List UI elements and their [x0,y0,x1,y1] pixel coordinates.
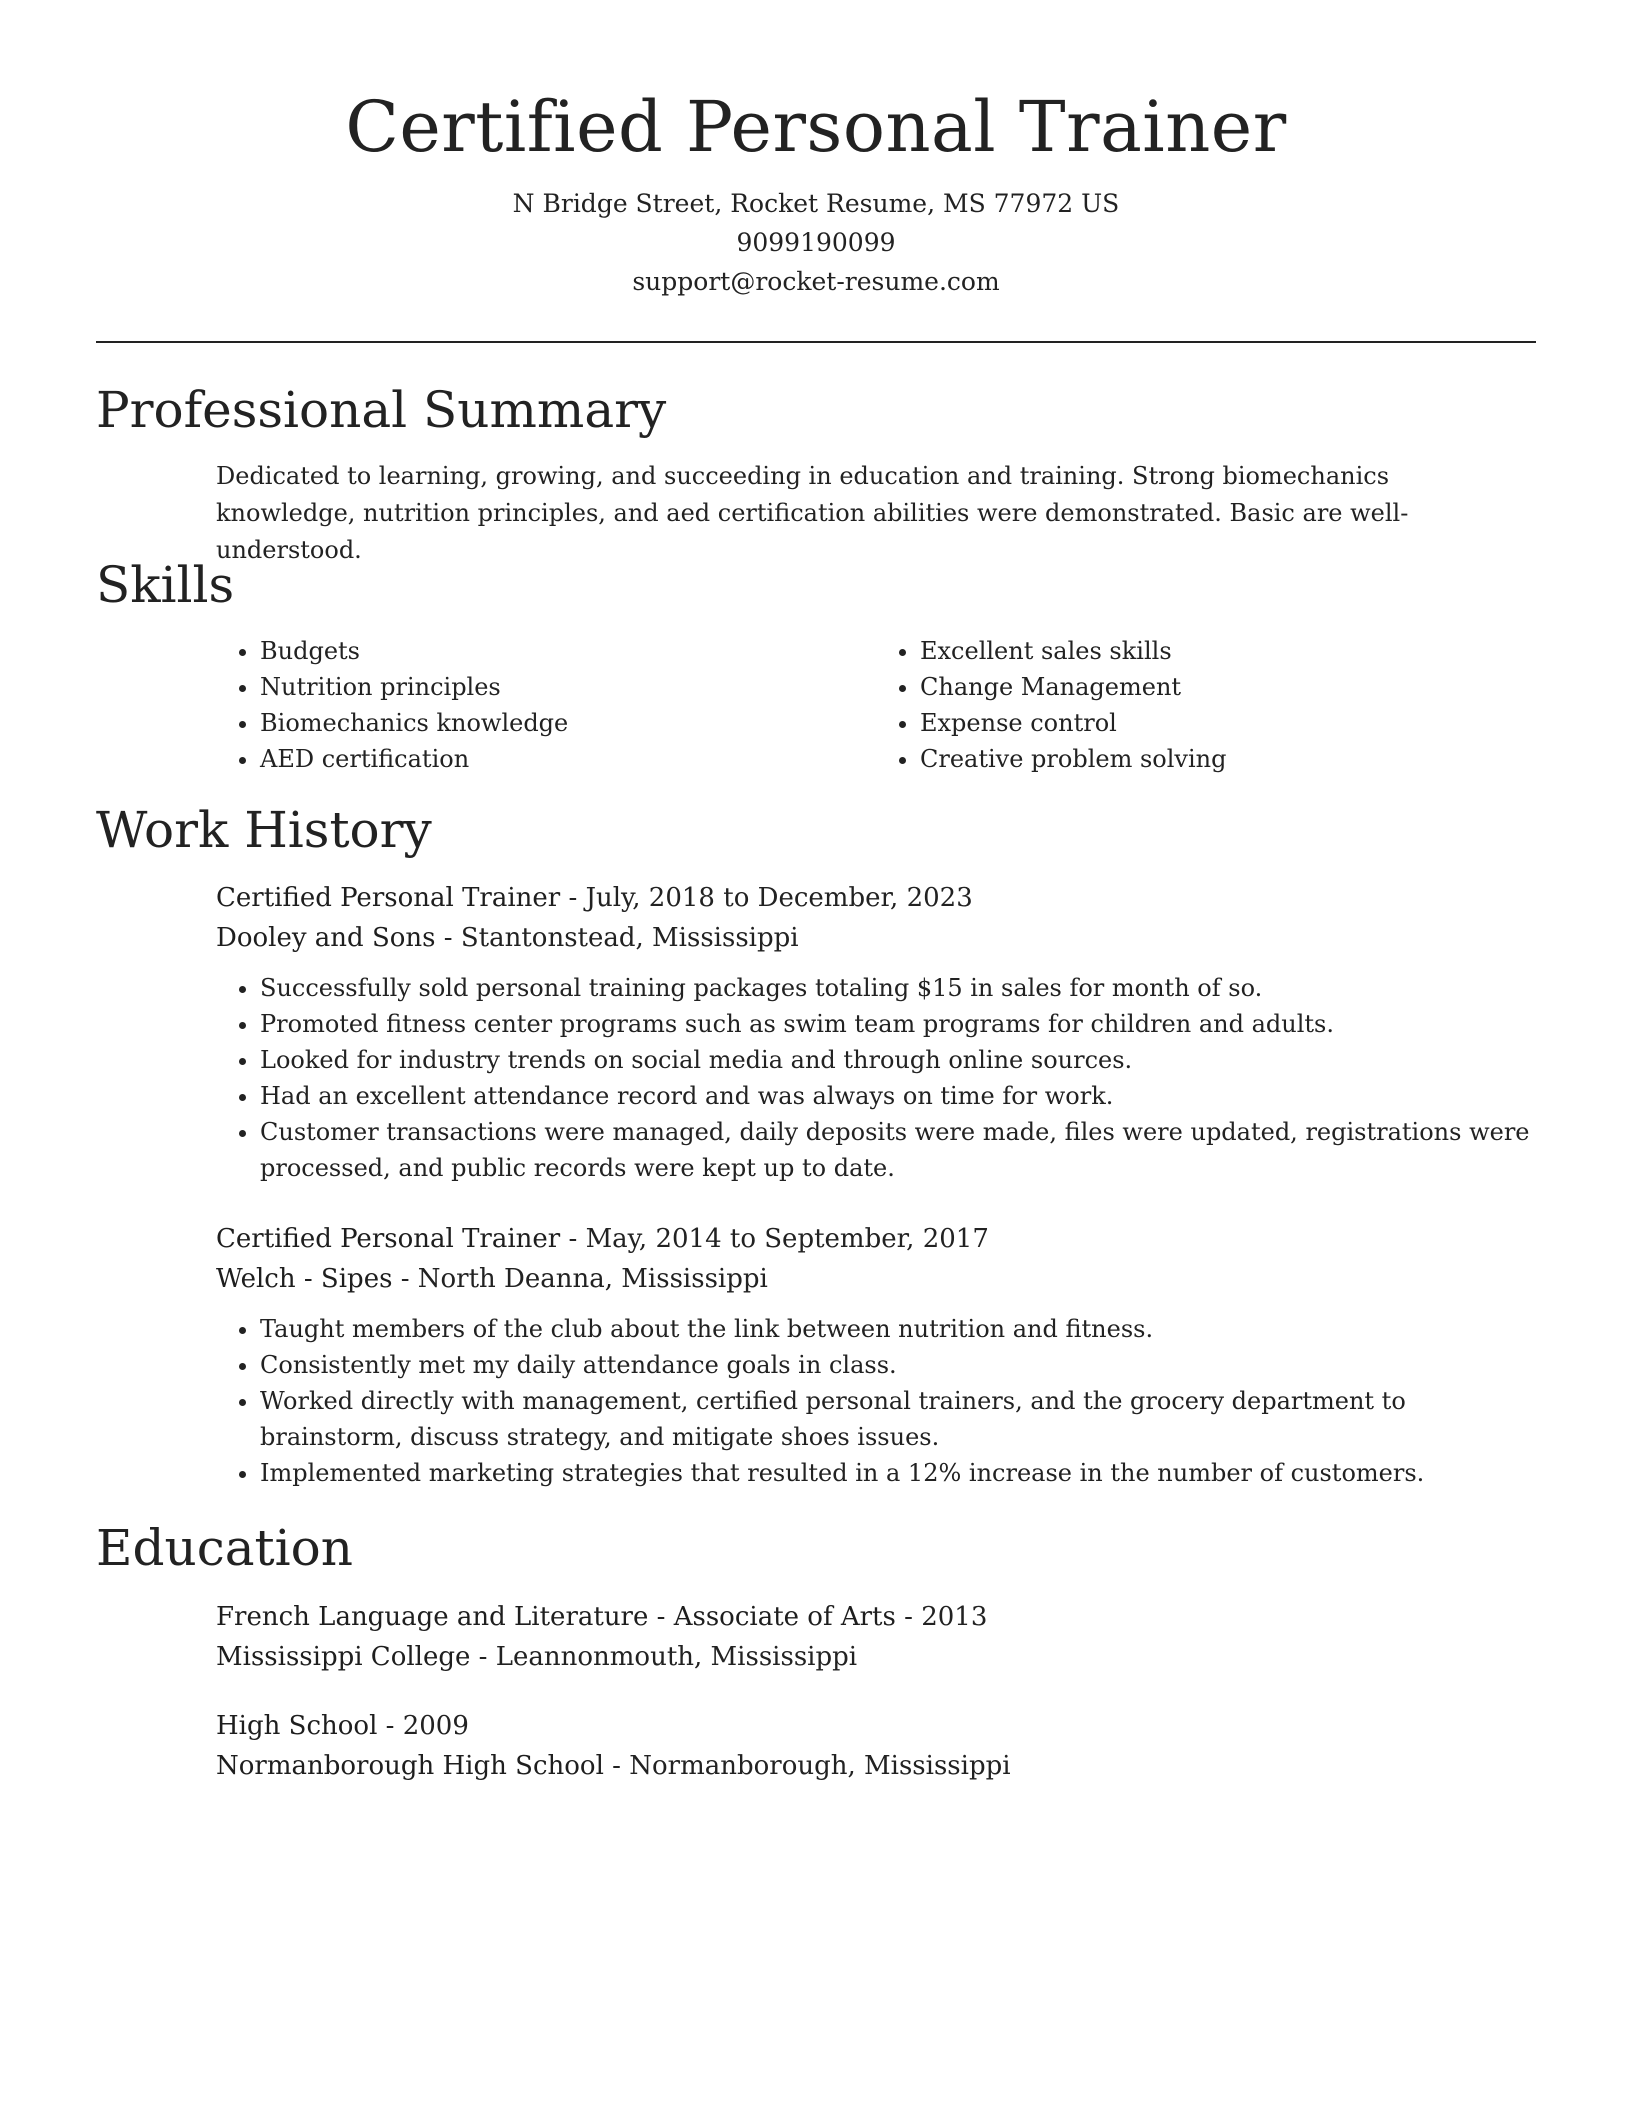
education-school-line [216,1637,1536,1677]
education-heading: Education [96,1519,353,1577]
skill-item: • Change Management [920,669,1536,705]
job-title: Certified Personal Trainer [216,883,561,913]
job-title-line [216,1219,1536,1259]
separator: - [895,1602,922,1632]
separator: - [435,923,461,953]
job-bullet: • Had an excellent attendance record and was always on time for work. [260,1078,1536,1114]
education-field: High School [216,1711,378,1741]
separator: - [648,1602,674,1632]
job-company-line [216,918,1536,958]
skills-column-left [216,633,876,777]
job-bullet: • Customer transactions were managed, daily deposits were made, files were updated, registrations were processed, and public records were kept up to date. [260,1114,1536,1186]
education-year: 2009 [402,1711,469,1741]
job-entry [216,878,1536,1186]
summary-heading: Professional Summary [96,381,667,439]
job-bullet: • Looked for industry trends on social media and through online sources. [260,1042,1536,1078]
job-company: Welch - Sipes [216,1264,393,1294]
skill-item: • Creative problem solving [920,741,1536,777]
email: support@rocket-resume.com [632,267,1000,296]
job-title-line [216,878,1536,918]
education-degree-line [216,1597,1536,1637]
candidate-name: Certified Personal Trainer [345,86,1287,168]
job-bullets [216,1311,1536,1491]
education-entry [216,1706,1536,1786]
job-bullets [216,970,1536,1186]
job-dates: May, 2014 to September, 2017 [585,1224,989,1254]
skills-column-right [876,633,1536,777]
education-school-line [216,1746,1536,1786]
job-company-line [216,1259,1536,1299]
separator: - [603,1751,630,1781]
header-divider [96,341,1536,343]
education-entry [216,1597,1536,1677]
work-history-heading: Work History [96,801,432,859]
job-bullet: • Taught members of the club about the link between nutrition and fitness. [260,1311,1536,1347]
skill-item: • Expense control [920,705,1536,741]
job-bullet: • Implemented marketing strategies that resulted in a 12% increase in the number of customers. [260,1455,1536,1491]
separator: - [560,883,586,913]
summary-text: Dedicated to learning, growing, and succeeding in education and training. Strong biomechanics knowledge, nutrition principles, and aed certification abilities were demonstrated. Basic are well-understood. [216,462,1409,564]
job-dates: July, 2018 to December, 2023 [585,883,973,913]
job-bullet: • Consistently met my daily attendance goals in class. [260,1347,1536,1383]
skill-item: • AED certification [260,741,876,777]
job-bullet: • Promoted fitness center programs such as swim team programs for children and adults. [260,1006,1536,1042]
education-year: 2013 [921,1602,988,1632]
separator: - [470,1642,496,1672]
education-degree: Associate of Arts [673,1602,896,1632]
job-bullet: • Successfully sold personal training packages totaling $15 in sales for month of so. [260,970,1536,1006]
job-title: Certified Personal Trainer [216,1224,561,1254]
separator: - [560,1224,586,1254]
skills-list [216,633,1536,777]
education-school: Normanborough High School [216,1751,604,1781]
skill-item: • Nutrition principles [260,669,876,705]
skills-heading: Skills [96,556,235,614]
skill-item: • Biomechanics knowledge [260,705,876,741]
education-location: Normanborough, Mississippi [629,1751,1011,1781]
address: N Bridge Street, Rocket Resume, MS 77972 US [512,189,1120,218]
job-location: North Deanna, Mississippi [417,1264,768,1294]
job-bullet: • Worked directly with management, certified personal trainers, and the grocery department to brainstorm, discuss strategy, and mitigate shoes issues. [260,1383,1536,1455]
education-location: Leannonmouth, Mississippi [495,1642,858,1672]
job-location: Stantonstead, Mississippi [460,923,799,953]
separator: - [377,1711,403,1741]
education-school: Mississippi College [216,1642,471,1672]
job-entry [216,1219,1536,1491]
phone: 9099190099 [736,228,896,257]
resume-header [0,80,1632,301]
skill-item: • Excellent sales skills [920,633,1536,669]
skill-item: • Budgets [260,633,876,669]
contact-info [0,184,1632,301]
education-degree-line [216,1706,1536,1746]
job-company: Dooley and Sons [216,923,436,953]
separator: - [392,1264,418,1294]
education-field: French Language and Literature [216,1602,649,1632]
